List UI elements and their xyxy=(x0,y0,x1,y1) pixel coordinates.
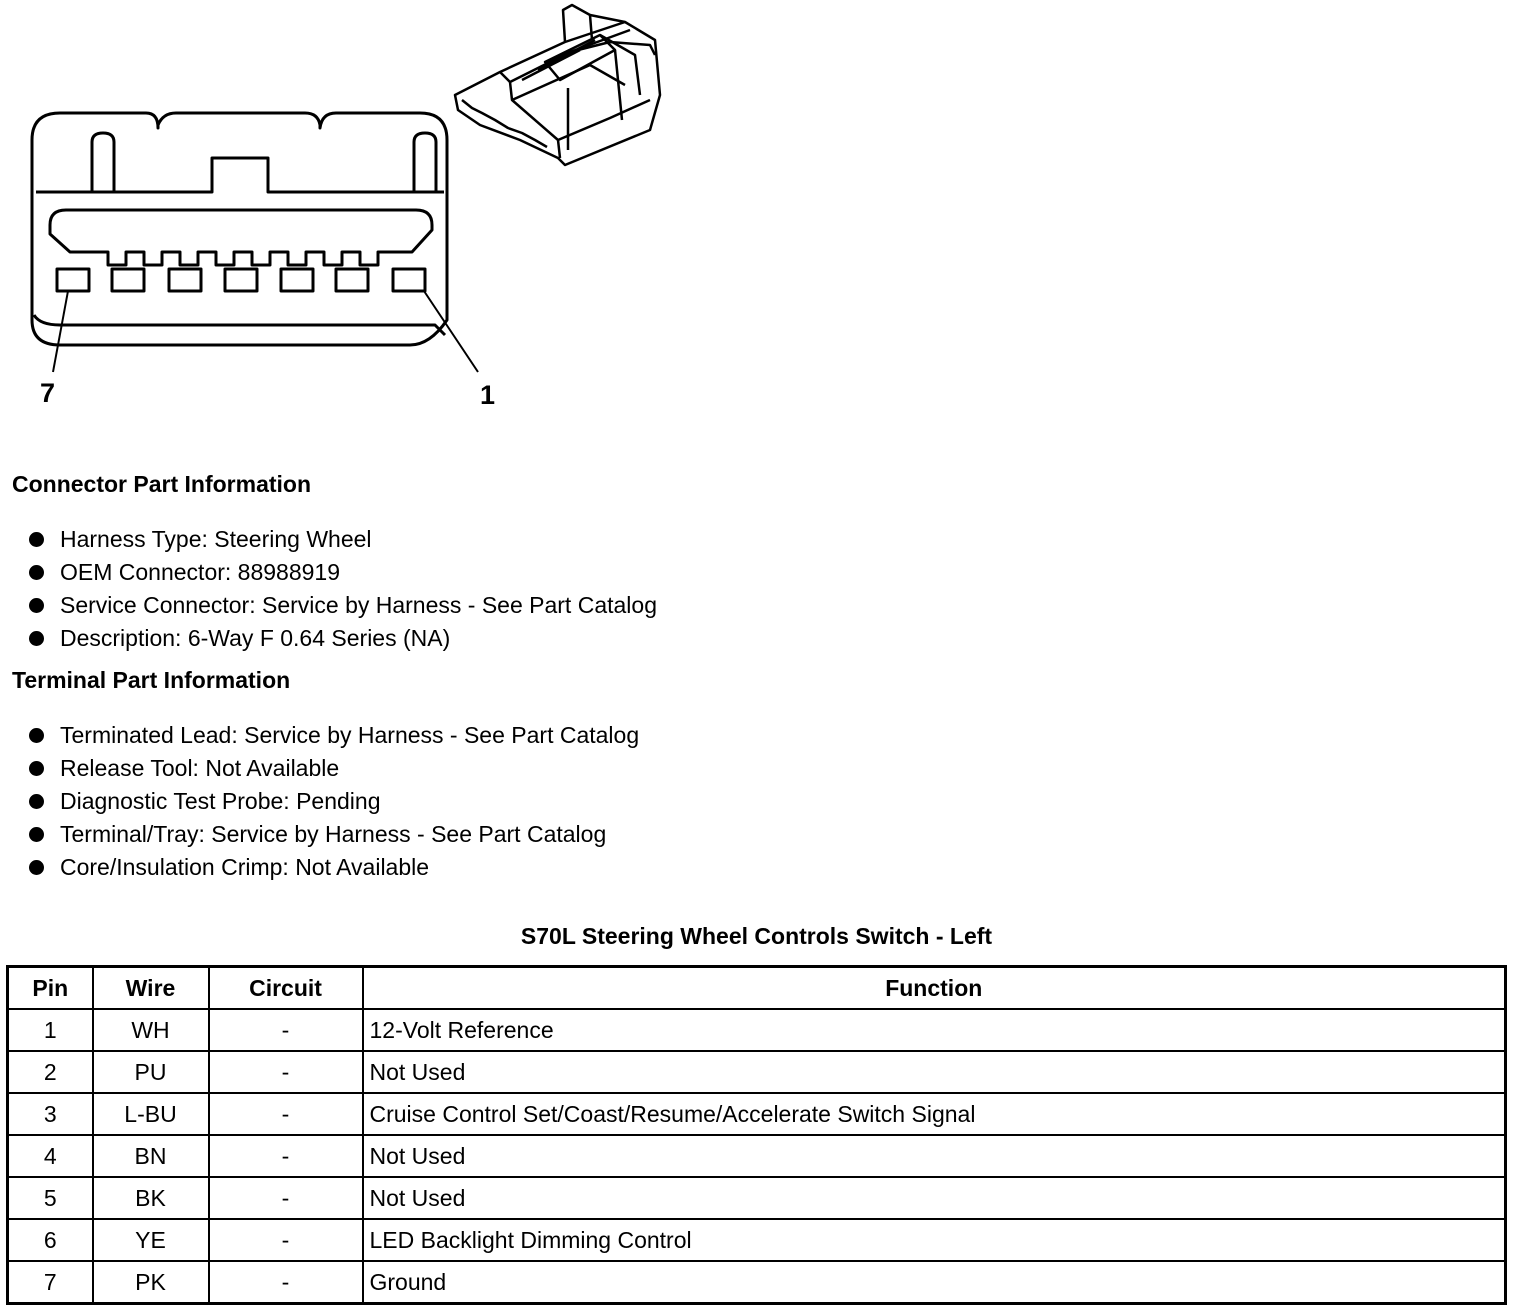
connector-info-list xyxy=(10,523,657,655)
pin-cavity-2 xyxy=(336,269,368,291)
cell-function: Not Used xyxy=(363,1051,1506,1093)
pin-cavity-7 xyxy=(57,269,89,291)
cell-wire: L-BU xyxy=(93,1093,209,1135)
pin-label-1: 1 xyxy=(480,380,496,410)
header-function: Function xyxy=(363,967,1506,1010)
cell-pin: 2 xyxy=(8,1051,93,1093)
header-circuit: Circuit xyxy=(209,967,363,1010)
list-item: Release Tool: Not Available xyxy=(10,752,639,785)
pin-cavity-5 xyxy=(169,269,201,291)
bullet-icon xyxy=(29,631,44,646)
bullet-icon xyxy=(29,565,44,580)
bullet-icon xyxy=(29,728,44,743)
cell-function: LED Backlight Dimming Control xyxy=(363,1219,1506,1261)
cell-circuit: - xyxy=(209,1093,363,1135)
cell-circuit: - xyxy=(209,1051,363,1093)
terminal-info-heading: Terminal Part Information xyxy=(12,667,291,693)
pin-cavity-3 xyxy=(281,269,313,291)
cell-wire: PK xyxy=(93,1261,209,1304)
table-row xyxy=(8,1177,1506,1219)
leader-line-1 xyxy=(424,291,478,372)
table-row xyxy=(8,1135,1506,1177)
cell-circuit: - xyxy=(209,1219,363,1261)
list-item: Terminated Lead: Service by Harness - See Part Catalog xyxy=(10,719,639,752)
pin-cavity-1 xyxy=(393,269,425,291)
list-item: Harness Type: Steering Wheel xyxy=(10,523,657,556)
terminal-info-list xyxy=(10,719,639,884)
list-item: Service Connector: Service by Harness - See Part Catalog xyxy=(10,589,657,622)
cell-function: Not Used xyxy=(363,1177,1506,1219)
cell-pin: 1 xyxy=(8,1009,93,1051)
bullet-icon xyxy=(29,860,44,875)
list-item: Core/Insulation Crimp: Not Available xyxy=(10,851,639,884)
cell-function: Not Used xyxy=(363,1135,1506,1177)
table-row xyxy=(8,1219,1506,1261)
latch-slot-left xyxy=(92,133,114,192)
table-header-row xyxy=(8,967,1506,1010)
pin-cavity-6 xyxy=(112,269,144,291)
cell-function: Cruise Control Set/Coast/Resume/Accelerate Switch Signal xyxy=(363,1093,1506,1135)
cell-wire: BK xyxy=(93,1177,209,1219)
leader-line-7 xyxy=(53,291,68,372)
cell-wire: WH xyxy=(93,1009,209,1051)
latch-slot-right xyxy=(414,133,436,192)
cell-circuit: - xyxy=(209,1177,363,1219)
connector-face-diagram xyxy=(0,0,500,380)
table-title: S70L Steering Wheel Controls Switch - Left xyxy=(520,923,993,949)
cell-function: Ground xyxy=(363,1261,1506,1304)
bullet-icon xyxy=(29,761,44,776)
bullet-icon xyxy=(29,532,44,547)
connector-outline xyxy=(32,113,447,345)
list-item: Terminal/Tray: Service by Harness - See Part Catalog xyxy=(10,818,639,851)
connector-3d-illustration xyxy=(450,0,680,175)
bullet-icon xyxy=(29,827,44,842)
cell-circuit: - xyxy=(209,1135,363,1177)
cell-pin: 6 xyxy=(8,1219,93,1261)
list-item: Description: 6-Way F 0.64 Series (NA) xyxy=(10,622,657,655)
bullet-icon xyxy=(29,794,44,809)
cell-pin: 4 xyxy=(8,1135,93,1177)
pinout-table xyxy=(6,965,1507,1305)
table-row xyxy=(8,1093,1506,1135)
list-item: Diagnostic Test Probe: Pending xyxy=(10,785,639,818)
cell-wire: BN xyxy=(93,1135,209,1177)
cell-pin: 5 xyxy=(8,1177,93,1219)
table-row xyxy=(8,1051,1506,1093)
bullet-icon xyxy=(29,598,44,613)
cell-circuit: - xyxy=(209,1009,363,1051)
cell-wire: PU xyxy=(93,1051,209,1093)
table-row xyxy=(8,1261,1506,1304)
header-pin: Pin xyxy=(8,967,93,1010)
pin-label-7: 7 xyxy=(40,378,56,408)
cell-pin: 7 xyxy=(8,1261,93,1304)
table-row xyxy=(8,1009,1506,1051)
cavity-outline xyxy=(50,210,432,265)
list-item: OEM Connector: 88988919 xyxy=(10,556,657,589)
connector-info-heading: Connector Part Information xyxy=(12,471,312,497)
cell-function: 12-Volt Reference xyxy=(363,1009,1506,1051)
cell-circuit: - xyxy=(209,1261,363,1304)
header-wire: Wire xyxy=(93,967,209,1010)
cell-wire: YE xyxy=(93,1219,209,1261)
cell-pin: 3 xyxy=(8,1093,93,1135)
pin-cavity-4 xyxy=(225,269,257,291)
